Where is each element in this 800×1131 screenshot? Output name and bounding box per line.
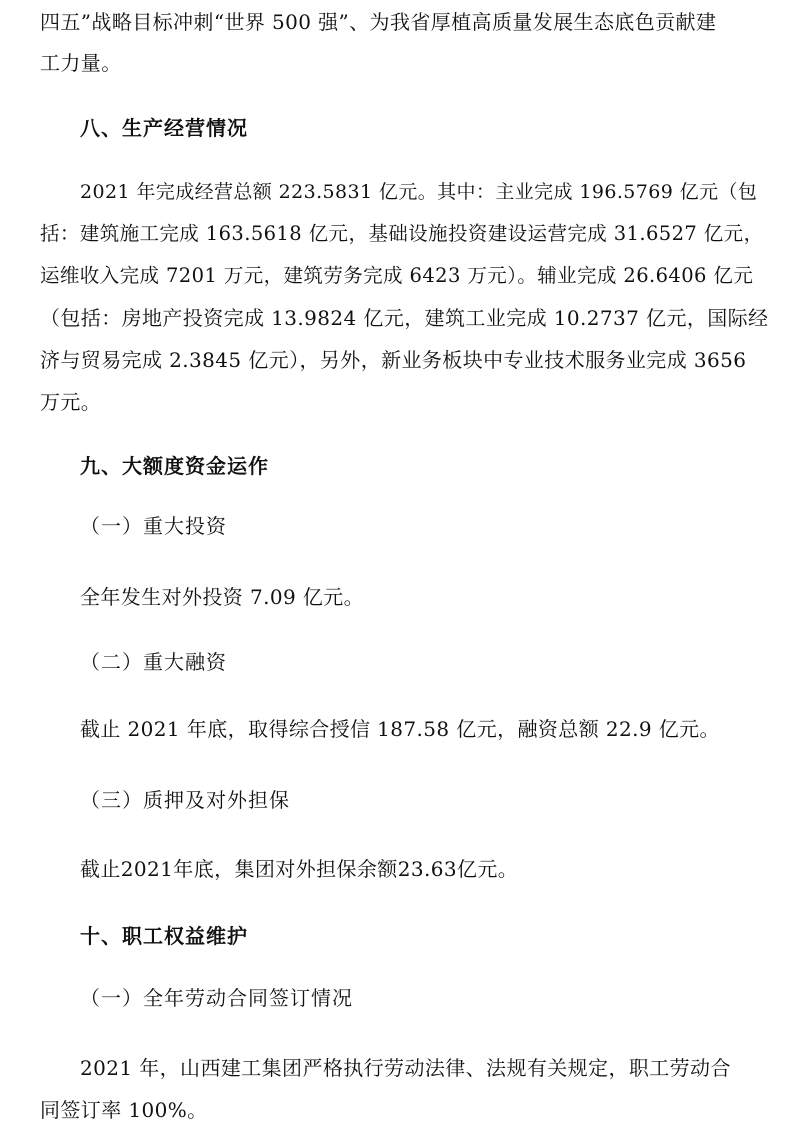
section-8-line-4: （包括：房地产投资完成 13.9824 亿元，建筑工业完成 10.2737 亿元，国际经 (40, 306, 769, 330)
section-9-heading: 九、大额度资金运作 (80, 454, 269, 478)
section-9-sub-1-title: （一）重大投资 (80, 514, 227, 538)
section-10-heading: 十、职工权益维护 (80, 924, 248, 948)
intro-line-1: 四五”战略目标冲刺“世界 500 强”、为我省厚植高质量发展生态底色贡献建 (40, 10, 717, 34)
section-8-line-2: 括：建筑施工完成 163.5618 亿元，基础设施投资建设运营完成 31.6527 亿元， (40, 222, 764, 245)
section-9-sub-3-text: 截止2021年底，集团对外担保余额23.63亿元。 (80, 857, 519, 881)
section-10-sub-1-title: （一）全年劳动合同签订情况 (80, 986, 353, 1010)
section-8-heading: 八、生产经营情况 (80, 116, 248, 140)
intro-line-2: 工力量。 (40, 51, 122, 75)
section-10-sub-1-line-2: 同签订率 100%。 (40, 1098, 208, 1122)
section-9-sub-2-text: 截止 2021 年底，取得综合授信 187.58 亿元，融资总额 22.9 亿元。 (80, 717, 720, 741)
section-9-sub-3-title: （三）质押及对外担保 (80, 788, 290, 812)
section-8-line-5: 济与贸易完成 2.3845 亿元），另外，新业务板块中专业技术服务业完成 3656 (40, 348, 747, 372)
section-10-sub-1-line-1: 2021 年，山西建工集团严格执行劳动法律、法规有关规定，职工劳动合 (80, 1056, 731, 1080)
section-8-line-3: 运维收入完成 7201 万元，建筑劳务完成 6423 万元）。辅业完成 26.6406 亿元 (40, 264, 754, 287)
section-9-sub-2-title: （二）重大融资 (80, 650, 227, 674)
section-8-line-1: 2021 年完成经营总额 223.5831 亿元。其中：主业完成 196.5769 亿元（包 (80, 181, 758, 203)
section-9-sub-1-text: 全年发生对外投资 7.09 亿元。 (80, 585, 365, 609)
section-8-line-6: 万元。 (40, 390, 102, 414)
